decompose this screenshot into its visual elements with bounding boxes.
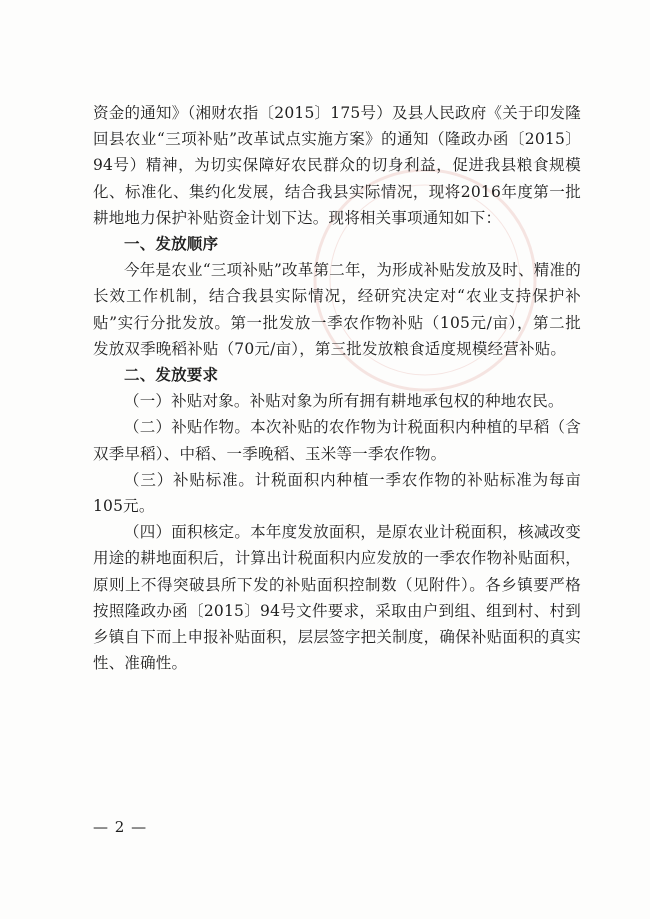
paragraph-area-verification: （四）面积核定。本年度发放面积，是原农业计税面积，核减改变用途的耕地面积后，计算出计税面积内应发放的一季农作物补贴面积，原则上不得突破县所下发的补贴面积控制数（见附件）。各乡镇要严格按照隆政办函〔2015〕94号文件要求，采取由户到组、组到村、村到乡镇自下而上申报补贴面积，层层签字把关制度，确保补贴面积的真实性、准确性。 [93,523,581,673]
paragraph-distribution-order: 今年是农业“三项补贴”改革第二年，为形成补贴发放及时、精准的长效工作机制，结合我县实际情况，经研究决定对“农业支持保护补贴”实行分批发放。第一批发放一季农作物补贴（105元/亩），第二批发放双季晚稻补贴（70元/亩），第三批发放粮食适度规模经营补贴。 [93,261,581,358]
paragraph-subsidy-recipients: （一）补贴对象。补贴对象为所有拥有耕地承包权的种地农民。 [124,392,564,411]
paragraph-continuation: 资金的通知》（湘财农指〔2015〕175号）及县人民政府《关于印发隆回县农业“三项补贴”改革试点实施方案》的通知（隆政办函〔2015〕94号）精神，为切实保障好农民群众的切身利益，促进我县粮食规模化、标准化、集约化发展，结合我县实际情况，现将2016年度第一批耕地地力保护补贴资金计划下达。现将相关事项通知如下： [93,104,581,227]
section-heading-distribution-requirements: 二、发放要求 [124,366,219,385]
document-body [93,100,581,676]
paragraph-subsidy-crops: （二）补贴作物。本次补贴的农作物为计税面积内种植的早稻（含双季早稻）、中稻、一季晚稻、玉米等一季农作物。 [93,418,581,463]
page-number: — 2 — [93,818,148,836]
paragraph-subsidy-standard: （三）补贴标准。计税面积内种植一季农作物的补贴标准为每亩105元。 [93,470,581,516]
section-heading-distribution-order: 一、发放顺序 [124,235,219,254]
